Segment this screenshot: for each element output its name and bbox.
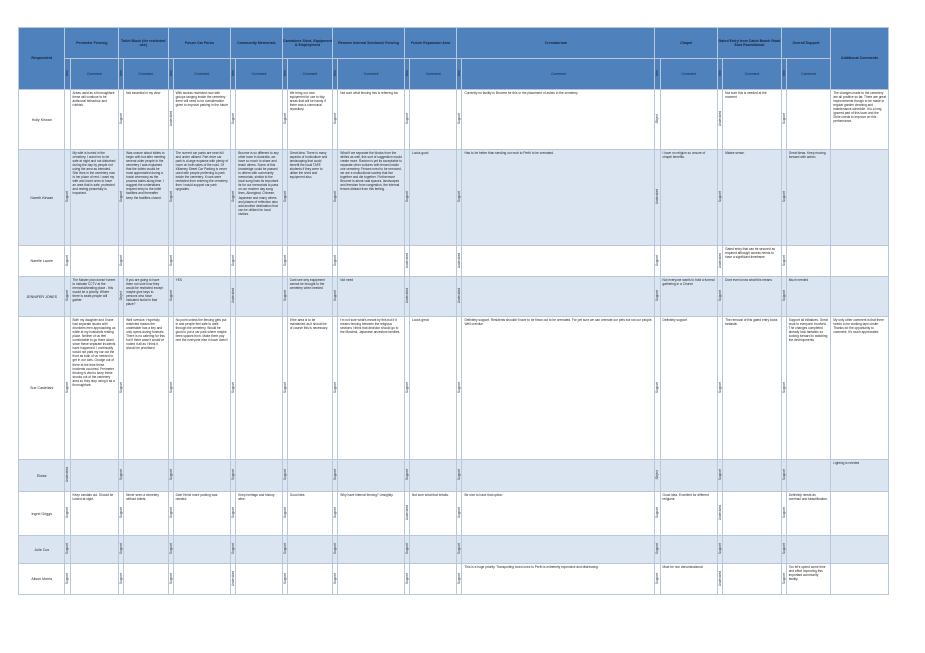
vote-value: Support (404, 572, 409, 585)
vote-value: Support (65, 191, 70, 203)
vote-value: Support (65, 543, 70, 555)
vote-value: Support (718, 381, 723, 394)
comment-cell (660, 246, 718, 277)
table-row (19, 246, 889, 277)
comment-column-header: Comment (124, 59, 168, 90)
comment-cell: Much needed (786, 277, 830, 317)
table-row (19, 564, 889, 595)
vote-value: Undecided (231, 570, 236, 587)
comment-column-header: Comment (287, 59, 332, 90)
vote-value: Support (333, 469, 338, 481)
vote-value: Support (457, 572, 462, 585)
comment-cell: Gated entry that can be secured as required although access needs to have a significant timeframe (723, 246, 782, 277)
vote-value: Support (231, 543, 236, 555)
topic-header: Crematorium (457, 28, 655, 59)
vote-value: Support (65, 572, 70, 585)
comment-cell (287, 246, 332, 277)
respondent-name: Julie Cox (19, 536, 65, 564)
vote-value: Support (655, 290, 660, 302)
comment-cell: Looks good (409, 150, 456, 246)
vote-value: Support (119, 113, 124, 125)
vote-value: Support (231, 191, 236, 203)
vote-value: Support (457, 113, 462, 125)
additional-comment-cell (831, 564, 889, 595)
comment-cell (124, 536, 168, 564)
comment-cell: Support all initiatives. Great work to everyone involved. The changes completed already look fantastic so looking forward to watching the developments. (786, 317, 830, 460)
vote-value: Support (119, 191, 124, 203)
vote-value: Support (333, 191, 338, 203)
vote-value: Support (333, 290, 338, 302)
vote-value: Support (781, 191, 786, 203)
vote-header-label: Vote (655, 70, 660, 77)
vote-value: Support (718, 543, 723, 555)
comment-cell (660, 536, 718, 564)
feedback-table (18, 27, 889, 595)
comment-cell: The removal of this gated entry looks fantastic. (723, 317, 782, 460)
respondent-name: Gareth Kirwan (19, 150, 65, 246)
vote-value: Support (718, 469, 723, 481)
comment-cell (462, 246, 655, 277)
comment-cell: Be nice to have that option. (462, 492, 655, 536)
vote-value: Undecided (231, 288, 236, 304)
vote-value: Object (119, 291, 124, 301)
vote-value: Support (119, 543, 124, 555)
additional-comment-cell (831, 277, 889, 317)
vote-value: Support (65, 290, 70, 302)
comment-cell: Definitely support. Residents shouldn't have to be flown out to be cremated. For pet sure we can cremate our pets but not our people. Well overdue. (462, 317, 655, 460)
vote-value: Support (655, 381, 660, 394)
vote-value: Support (781, 469, 786, 481)
comment-cell: Good idea (287, 492, 332, 536)
comment-cell (287, 536, 332, 564)
vote-value: Support (168, 572, 173, 585)
vote-value: Support (282, 469, 287, 481)
respondent-name: Narelle Laurie (19, 246, 65, 277)
comment-cell: This is a huge priority. Transporting loved ones to Perth is extremely expensive and distressing. (462, 564, 655, 595)
topic-header: Overall Support (781, 28, 831, 59)
topic-header: Toilet Block (for restricted use) (119, 28, 169, 59)
vote-value: Support (457, 191, 462, 203)
comment-cell: Great ideas. Keep moving forward with action. (786, 150, 830, 246)
comment-cell (173, 536, 231, 564)
comment-cell (409, 90, 456, 150)
vote-value: Support (781, 543, 786, 555)
additional-comment-cell (831, 536, 889, 564)
additional-comment-cell: Lighting is needed (831, 460, 889, 492)
vote-value: Support (282, 191, 287, 203)
comment-cell: Currently no facility in Broome for this or the placement of ashes in the cemetery (462, 90, 655, 150)
vote-value: Support (282, 572, 287, 585)
comment-cell (70, 246, 119, 277)
vote-value: Support (655, 572, 660, 585)
comment-cell (409, 246, 456, 277)
comment-cell: Not everyone wants to hold a funeral gathering in a Church (660, 277, 718, 317)
vote-value: Undecided (404, 505, 409, 521)
additional-comment-cell (831, 246, 889, 277)
comment-cell: Never seen a cemetery without toilets. (124, 492, 168, 536)
comment-cell: Makes sense. (723, 150, 782, 246)
comment-cell: Good idea. Excellent for different religions. (660, 492, 718, 536)
comment-cell (236, 246, 282, 277)
comment-cell (287, 460, 332, 492)
vote-value: Support (404, 469, 409, 481)
vote-value: Support (119, 469, 124, 481)
vote-value: Support (119, 507, 124, 519)
comment-cell (409, 460, 456, 492)
comment-cell (786, 460, 830, 492)
comment-cell: Not sure what fencing this is referring too (338, 90, 405, 150)
comment-cell: Keep heritage and history alive. (236, 492, 282, 536)
topic-header: Perimeter Fencing (65, 28, 119, 59)
vote-value: Support (655, 543, 660, 555)
vote-value: Support (119, 381, 124, 394)
topic-header: Remove Internal Sections# Fencing (333, 28, 405, 59)
vote-value: Support (655, 507, 660, 519)
comment-cell: The current car parks are near full and under utilised. Part drive car park is a large expanse with plenty of room on both sides of the road. Of Killarney Street Car Parking is never used with people preferring to park inside the cemetery. If cars were restricted from entering the cemetery then I would support car park upgrades. (173, 150, 231, 246)
comment-cell: Looks great (409, 317, 456, 460)
vote-value: Support (168, 381, 173, 394)
table-row (19, 460, 889, 492)
vote-value: Object (655, 114, 660, 124)
comment-column-header: Comment (723, 59, 782, 90)
respondent-name: Eloise (19, 460, 65, 492)
vote-value: Support (65, 381, 70, 394)
vote-value: Support (457, 507, 462, 519)
vote-value: Support (404, 191, 409, 203)
topic-header: Future Car Parks (168, 28, 231, 59)
vote-value: Support (781, 113, 786, 125)
vote-value: Support (333, 507, 338, 519)
table-row (19, 536, 889, 564)
vote-value: Support (457, 469, 462, 481)
comment-cell: Dont even know what this means (723, 277, 782, 317)
comment-cell (660, 90, 718, 150)
vote-value: Support (282, 381, 287, 394)
vote-value: Support (168, 543, 173, 555)
topic-header: Community Memorials (231, 28, 283, 59)
comment-cell: We bring our own equipment for use to tidy areas that will be handy if there was a communal repository. (287, 90, 332, 150)
vote-value: Undecided (65, 467, 70, 483)
vote-value: Undecided (457, 288, 462, 304)
comment-column-header: Comment (786, 59, 830, 90)
comment-cell (462, 460, 655, 492)
comment-cell: With access restricted now with groups ranging inside the cemetery there will need to be consideration given to improve parking in the future (173, 90, 231, 150)
additional-comment-cell (831, 492, 889, 536)
respondent-name: Sue Castellani (19, 317, 65, 460)
comment-cell (723, 536, 782, 564)
comment-cell (173, 460, 231, 492)
vote-value: Undecided (655, 189, 660, 205)
vote-value: Object (655, 470, 660, 480)
vote-value: Support (168, 191, 173, 203)
vote-header-label: Vote (282, 70, 287, 77)
table-row (19, 277, 889, 317)
vote-value: Support (404, 381, 409, 394)
comment-cell: Why have internal fencing? Unsightly. (338, 492, 405, 536)
vote-value: Support (333, 572, 338, 585)
comment-cell (409, 564, 456, 595)
vote-value: Support (65, 254, 70, 267)
comment-cell: Cant see why equipment cannot be brought to the cemetery when needed (287, 277, 332, 317)
vote-value: Support (231, 507, 236, 519)
respondent-name: JENNIFER JONES (19, 277, 65, 317)
comment-cell (409, 277, 456, 317)
vote-header-label: Vote (119, 70, 124, 77)
comment-cell (338, 246, 405, 277)
vote-value: Support (333, 543, 338, 555)
topic-header: Future Expansion Area (404, 28, 457, 59)
comment-column-header: Comment (173, 59, 231, 90)
vote-header-label: Vote (404, 70, 409, 77)
vote-value: Support (231, 381, 236, 394)
comment-cell (287, 564, 332, 595)
comment-cell (723, 460, 782, 492)
comment-cell (786, 90, 830, 150)
vote-value: Support (781, 290, 786, 302)
comment-cell (236, 536, 282, 564)
vote-header-label: Vote (333, 70, 338, 77)
comment-cell (124, 564, 168, 595)
comment-cell (723, 492, 782, 536)
vote-header-label: Vote (781, 70, 786, 77)
vote-value: Support (231, 113, 236, 125)
vote-header-label: Vote (168, 70, 173, 77)
comment-cell: The Master plan doesn't seem to indicate CCTV at the memorial/seating place - this would be a priority. Where there is seats people will gather. (70, 277, 119, 317)
comment-cell: I'm not sure what's meant by this but if it means fencing between the religious sections I think that decision should go to the Muslims, Japanese ancestors families. (338, 317, 405, 460)
vote-value: Undecided (168, 111, 173, 127)
comment-cell (338, 564, 405, 595)
comment-column-header: Comment (462, 59, 655, 90)
vote-value: Support (333, 113, 338, 125)
comment-cell: If the area is to be maintained as it should be of course this is necessary. (287, 317, 332, 460)
comment-cell (173, 564, 231, 595)
comment-cell (236, 90, 282, 150)
vote-value: Support (168, 469, 173, 481)
vote-value: Support (718, 290, 723, 302)
vote-value: Undecided (718, 111, 723, 127)
comment-cell (786, 536, 830, 564)
comment-cell: Didn't think more parking was needed. (173, 492, 231, 536)
vote-value: Support (333, 381, 338, 394)
comment-cell (70, 564, 119, 595)
vote-value: Support (65, 507, 70, 519)
comment-cell (236, 317, 282, 460)
consultation-results-sheet (18, 27, 889, 595)
comment-cell (70, 536, 119, 564)
comment-column-header: Comment (70, 59, 119, 90)
comment-cell: Great idea. There is many aspects of horticulture and landscaping that could benefit the local TAFE students if they were to utilise the shed and equipment also. (287, 150, 332, 246)
comment-cell (124, 246, 168, 277)
table-row (19, 150, 889, 246)
comment-cell: Broome is so different to any other town in Australia, we have so much to share and teach others. Some of this knowledge could be passed to others with community memorials, similar to the local song lines its important its for our memorials to pass on our modern day song lines, Aboriginal, Chinese, Japanese and many others and places of reflection also add another destination that can be utilised for local visitors. (236, 150, 282, 246)
vote-value: Support (333, 254, 338, 267)
vote-value: Support (457, 543, 462, 555)
comment-column-header: Comment (338, 59, 405, 90)
vote-value: Support (231, 254, 236, 267)
respondent-header: Respondent (19, 28, 65, 90)
comment-cell (660, 460, 718, 492)
vote-value: Support (781, 572, 786, 585)
comment-cell (124, 460, 168, 492)
comment-cell: Has to be better than sending our mob to Perth to be cremated. (462, 150, 655, 246)
vote-value: Support (404, 543, 409, 555)
vote-value: Support (168, 254, 173, 267)
table-row (19, 90, 889, 150)
comment-cell (723, 564, 782, 595)
vote-value: Support (231, 469, 236, 481)
vote-value: Support (781, 254, 786, 267)
comment-cell (462, 277, 655, 317)
comment-cell: No point unless the fencing gets put in and people feel safe to walk through the cemetery. Would be good to put a car park where maybe bees spaces from. Make them pay rent the everyone else in town does!! (173, 317, 231, 460)
vote-value: Undecided (718, 505, 723, 521)
topic-header: Caretakers Shed, Equipment & Employment (282, 28, 333, 59)
vote-value: Support (404, 113, 409, 125)
comment-cell (236, 460, 282, 492)
vote-value: Undecided (457, 252, 462, 269)
comment-cell: Not sure this is needed at the moment (723, 90, 782, 150)
comment-cell: Not need (338, 277, 405, 317)
comment-cell: Was unsure about toilets to begin with but after meeting several older people in the cemetery I was explained that the toilets would be most appreciated during a burial ceremony as the process takes along time. I suggest the undertakers request entry to the toilet facilities and thereafter keep the facilities closed. (124, 150, 168, 246)
comment-cell (409, 536, 456, 564)
vote-value: Support (282, 290, 287, 302)
vote-header-label: Vote (65, 70, 70, 77)
additional-comment-cell (831, 150, 889, 246)
vote-value: Undecided (718, 570, 723, 587)
vote-value: Support (119, 254, 124, 267)
vote-value: Support (168, 507, 173, 519)
comment-cell (236, 564, 282, 595)
vote-value: Support (655, 254, 660, 267)
comment-cell (338, 460, 405, 492)
vote-header-label: Vote (718, 70, 723, 77)
comment-cell: Both my daughter and I have had separate issues with drunkens men approaching us while at my husbands resting place. Neither of us feel comfortable to go there alone since these separate incidents have happened. I continually would not park my car out the front as both of us needed to get in our cars. Grudge out of there at the time these incidents occurred. Perimeter fencing is vital to keep these drunks out of the cemetery area so they stop using it as a thoroughfare. (70, 317, 119, 460)
vote-value: Undecided (718, 252, 723, 269)
vote-value: Support (781, 507, 786, 519)
vote-value: Support (282, 543, 287, 555)
vote-value: Support (457, 381, 462, 394)
vote-value: Support (168, 290, 173, 302)
table-row (19, 492, 889, 536)
vote-value: Undecided (404, 288, 409, 304)
comment-cell: Not essential in my view (124, 90, 168, 150)
vote-value: Support (282, 507, 287, 519)
comment-cell: If you are going to have them not sure how they would be restricted except maybe give keys to persons who have indicated burial in that place? (124, 277, 168, 317)
comment-cell: Areas used as a thoroughfare these will continue to be antisocial behaviour and rubbish. (70, 90, 119, 150)
comment-cell (236, 277, 282, 317)
additional-comment-cell: The changes made to the cemetery are all positive so far. There are great improvements though to be made in regular garden cleaning and maintenance schedule. It is a long ignored part of this town and the Shire needs to improve on this performance. (831, 90, 889, 150)
vote-value: Support (282, 254, 287, 267)
vote-header-label: Vote (457, 70, 462, 77)
respondent-name: Holly Kirwan (19, 90, 65, 150)
vote-value: Undecided (404, 252, 409, 269)
vote-value: Support (282, 113, 287, 125)
additional-comment-cell: My only other comment is that there needs to be working taps onsite. Thanks for the opportunity to comment. It's much appreciated. (831, 317, 889, 460)
comment-cell: Keep vandals out. Should be locked at night. (70, 492, 119, 536)
table-row (19, 317, 889, 460)
comment-cell: My wife is buried in the cemetery. I want her to be safe at night and not disturbed during the day by people not using the area as intended. She lives in the cemetery now. Is her place of rest. I want my wife and loved ones to have an area that is safe, protected and resting peacefully is important. (70, 150, 119, 246)
comment-cell: YES (173, 277, 231, 317)
comment-cell: Definitely support (660, 317, 718, 460)
comment-cell (462, 536, 655, 564)
topic-header: Gated Entry from Cable Beach Road East Roundabout (718, 28, 782, 59)
topic-header: Chapel (655, 28, 718, 59)
comment-cell (786, 246, 830, 277)
comment-cell: Not sure what that entails. (409, 492, 456, 536)
comment-cell (70, 460, 119, 492)
vote-value: Support (119, 572, 124, 585)
comment-cell: Too let's spend some time and effort improving this important community facility. (786, 564, 830, 595)
vote-value: Support (781, 381, 786, 394)
comment-cell: Definitely needs an overhaul and beautification. (786, 492, 830, 536)
comment-column-header: Comment (660, 59, 718, 90)
respondent-name: Alison Morris (19, 564, 65, 595)
comment-cell: What if we separate the blocks from the whites as well, this sort of suggestion would create more. Racism is yet its acceptable to separate other cultures with fences inside one cemetery. Fences need to be removed, we are a multicultural society that live together and die together. Furthermore Broome is about vast spaces, landscapes and freedom from congestion, the internal fences distract from this feeling. (338, 150, 405, 246)
vote-value: Support (718, 191, 723, 203)
comment-cell (173, 246, 231, 277)
respondent-name: Ingrid Griggs (19, 492, 65, 536)
vote-header-label: Vote (231, 70, 236, 77)
comment-cell (338, 536, 405, 564)
comment-cell: Must be non denominational. (660, 564, 718, 595)
comment-cell: Well overdue. Hopefully restricted means the undertaker has a key and only opens during funerals. There is no catering for this but if there wasn't would've rooted it all as I think it should be prioritised (124, 317, 168, 460)
comment-column-header: Comment (236, 59, 282, 90)
comment-column-header: Comment (409, 59, 456, 90)
additional-comments-header: Additional Comments (831, 28, 889, 90)
comment-cell: I have no religion so unsure of chapel benefits. (660, 150, 718, 246)
